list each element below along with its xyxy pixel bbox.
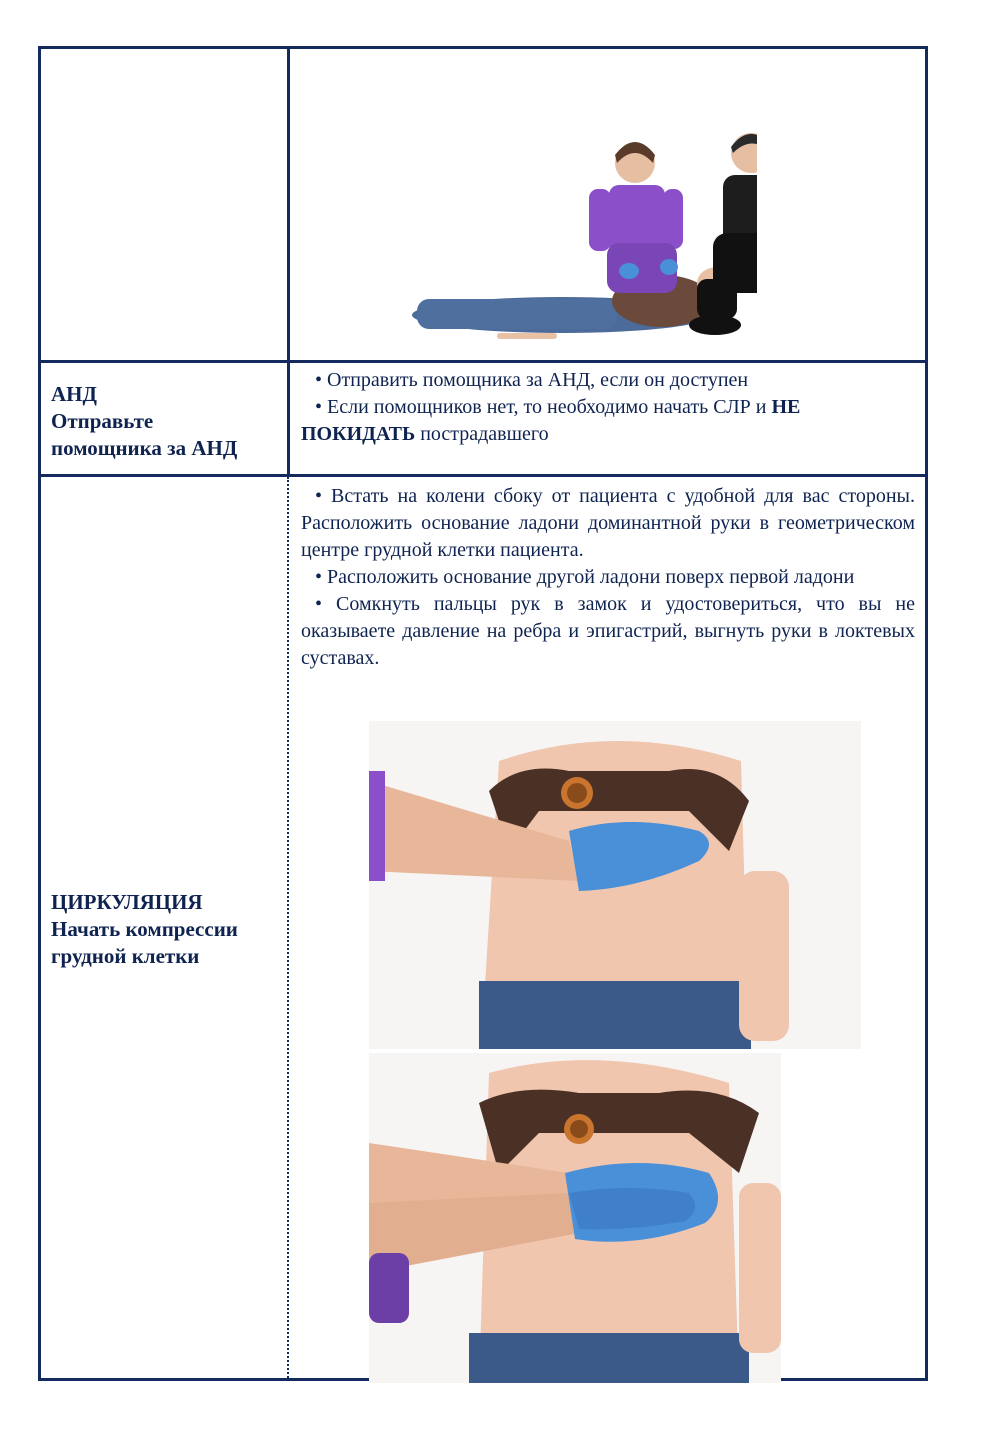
and-bullet-2 [301, 394, 901, 448]
and-heading [51, 381, 237, 462]
empty-cell [41, 49, 289, 360]
circulation-bullets [301, 483, 915, 672]
and-subtitle-line1: Отправьте [51, 409, 154, 433]
circulation-bullet-3: • Сомкнуть пальцы рук в замок и удостовериться, что вы не оказываете давление на ребра и эпигастрий, выгнуть руки в локтевых суставах. [301, 591, 915, 672]
and-title: АНД [51, 382, 97, 406]
and-bullet-2-bold: НЕ ПОКИДАТЬ [301, 396, 801, 445]
hand-placement-photo [369, 721, 861, 1049]
content-cell [289, 477, 925, 1378]
and-bullets [301, 367, 901, 448]
table-row [41, 49, 925, 363]
heading-cell [41, 363, 289, 474]
and-bullet-1: • Отправить помощника за АНД, если он доступен [301, 367, 901, 394]
and-subtitle-line2: помощника за АНД [51, 436, 238, 460]
circulation-subtitle-line2: грудной клетки [51, 944, 200, 968]
table-row [41, 477, 925, 1378]
circulation-bullet-1: • Встать на колени сбоку от пациента с удобной для вас стороны. Расположить основание ладони доминантной руки в геометрическом центре грудной клетки пациента. [301, 483, 915, 564]
and-bullet-2-text: Если помощников нет, то необходимо начать СЛР и [327, 396, 772, 418]
circulation-subtitle-line1: Начать компрессии [51, 917, 238, 941]
instruction-table [38, 46, 928, 1381]
table-row [41, 363, 925, 477]
heading-cell [41, 477, 289, 1378]
photo-cell [289, 49, 925, 360]
and-bullet-2-text-end: пострадавшего [415, 423, 549, 445]
circulation-heading [51, 889, 238, 970]
circulation-title: ЦИРКУЛЯЦИЯ [51, 890, 203, 914]
content-cell [289, 363, 925, 474]
interlocked-hands-photo [369, 1053, 781, 1383]
circulation-bullet-2: • Расположить основание другой ладони поверх первой ладони [301, 564, 915, 591]
rescuers-photo [377, 93, 757, 361]
